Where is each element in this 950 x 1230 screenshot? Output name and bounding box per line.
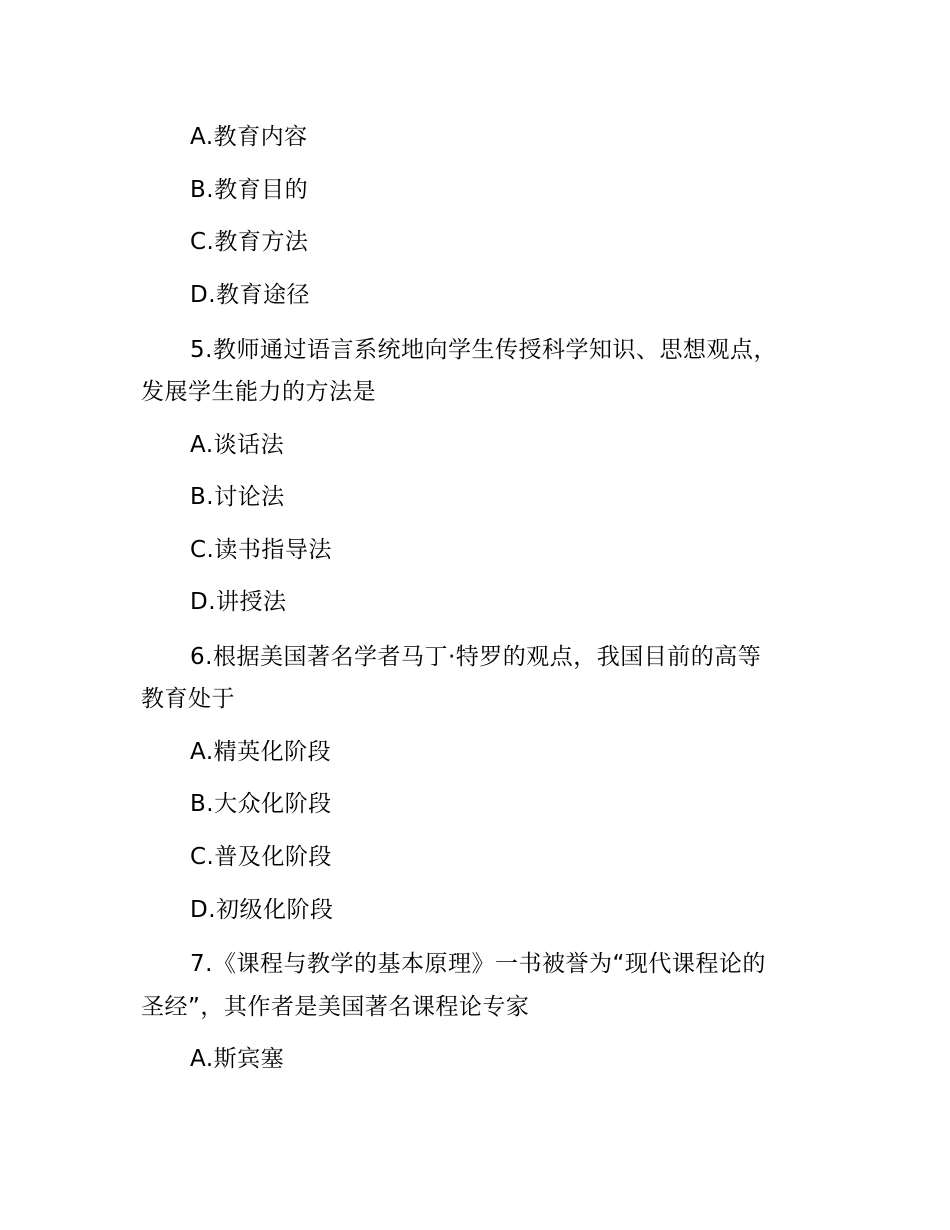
q6-option-c: C.普及化阶段 bbox=[190, 844, 332, 870]
prev-option-b: B.教育目的 bbox=[190, 177, 309, 203]
q6-option-a: A.精英化阶段 bbox=[190, 739, 332, 765]
prev-option-c: C.教育方法 bbox=[190, 229, 309, 255]
q5-option-b: B.讨论法 bbox=[190, 484, 285, 510]
question-6-line-2: 教育处于 bbox=[141, 686, 235, 712]
question-5-line-2: 发展学生能力的方法是 bbox=[141, 379, 376, 405]
q7-option-a: A.斯宾塞 bbox=[190, 1046, 285, 1072]
q5-option-d: D.讲授法 bbox=[190, 589, 287, 615]
q5-option-c: C.读书指导法 bbox=[190, 537, 332, 563]
q6-option-d: D.初级化阶段 bbox=[190, 897, 334, 923]
q6-option-b: B.大众化阶段 bbox=[190, 791, 332, 817]
question-7-line-1: 7.《课程与教学的基本原理》一书被誉为“现代课程论的 bbox=[190, 951, 766, 977]
question-6-line-1: 6.根据美国著名学者马丁·特罗的观点，我国目前的高等 bbox=[190, 644, 762, 670]
q5-option-a: A.谈话法 bbox=[190, 432, 285, 458]
prev-option-d: D.教育途径 bbox=[190, 282, 311, 308]
prev-option-a: A.教育内容 bbox=[190, 124, 308, 150]
question-5-line-1: 5.教师通过语言系统地向学生传授科学知识、思想观点， bbox=[190, 337, 777, 363]
question-7-line-2: 圣经”，其作者是美国著名课程论专家 bbox=[141, 994, 530, 1020]
